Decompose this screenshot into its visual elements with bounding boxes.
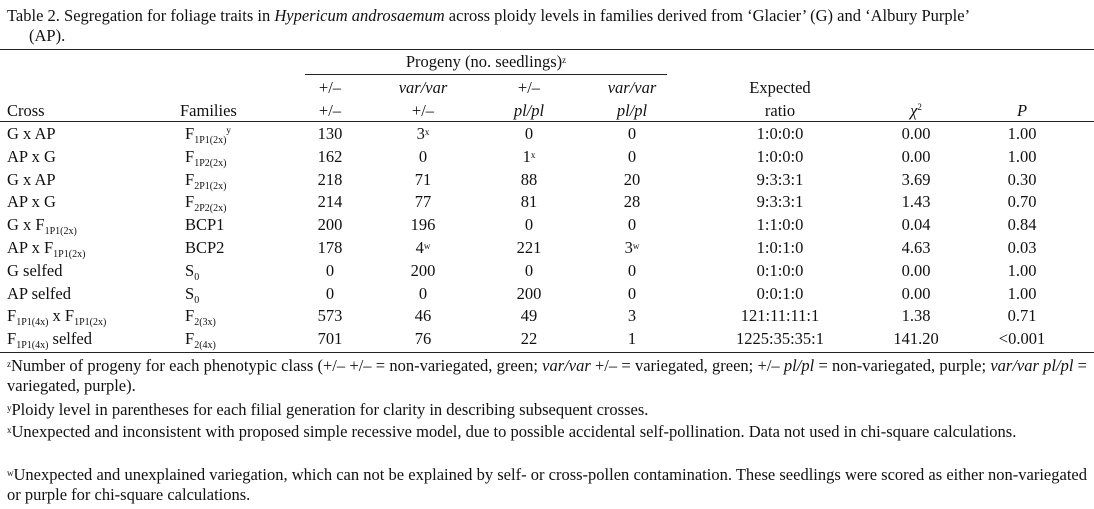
header-cross: Cross: [7, 101, 45, 120]
footnote-z-b: var/var: [542, 356, 591, 375]
cell-c4-mark: w: [632, 241, 640, 251]
cell-c1: [305, 329, 355, 349]
progeny-rule: [305, 74, 667, 75]
family-sub: 0: [194, 295, 200, 306]
header-chi-sup: 2: [917, 102, 922, 112]
cell-c3-value: 0: [524, 124, 534, 143]
cell-c3-value: 1: [522, 147, 531, 166]
cross-cell: [7, 329, 92, 349]
cell-p: [982, 192, 1062, 212]
cross-cell: [7, 238, 85, 258]
cell-ratio-value: 1225:35:35:1: [735, 329, 824, 348]
family-cell: [185, 329, 216, 349]
cell-c4: [592, 147, 672, 167]
cell-ratio: [715, 215, 845, 235]
header-col2-top-text: var/var: [398, 78, 448, 97]
header-p-text: P: [1016, 101, 1028, 120]
header-chi-symbol: χ: [910, 101, 918, 120]
caption-line2: (AP).: [29, 26, 66, 45]
cell-p-value: 0.30: [1007, 170, 1037, 189]
caption-prefix: Table 2. Segregation for foliage traits in: [7, 6, 275, 25]
cell-chi: [876, 306, 956, 326]
cell-c3: [494, 215, 564, 235]
cell-chi: [876, 170, 956, 190]
cell-c4-value: 1: [627, 329, 637, 348]
cell-c4-value: 3: [627, 306, 637, 325]
cell-c3: [494, 284, 564, 304]
cell-ratio: [715, 124, 845, 144]
cell-c2-value: 196: [410, 215, 436, 234]
cell-c1-value: 0: [325, 284, 335, 303]
cell-c4-value: 0: [627, 147, 637, 166]
footnote-z-c: +/– = variegated, green; +/–: [590, 356, 784, 375]
family-sub: 2P1(2x): [194, 181, 227, 192]
family-text: F: [185, 170, 195, 189]
cell-p-value: 0.84: [1007, 215, 1037, 234]
footnote-z-g: = variegated, purple).: [7, 356, 1087, 395]
footnote-z-mark: z: [7, 359, 11, 369]
cell-chi-value: 1.38: [901, 306, 931, 325]
footnote-z-d: pl/pl: [783, 356, 815, 375]
cell-c2: [383, 261, 463, 281]
cell-p-value: 1.00: [1007, 124, 1037, 143]
cell-ratio: [715, 192, 845, 212]
cell-p-value: 1.00: [1007, 284, 1037, 303]
cross-text: G selfed: [7, 261, 63, 280]
cross-prefix: F: [7, 306, 17, 325]
header-col4-bottom-text: pl/pl: [616, 101, 648, 120]
cell-chi: [876, 192, 956, 212]
cell-c2: [383, 147, 463, 167]
cell-c1: [305, 261, 355, 281]
family-text: S: [185, 261, 195, 280]
family-cell: [185, 124, 231, 144]
header-col2-top: [383, 78, 463, 98]
cell-c1: [305, 306, 355, 326]
footnote-x-mark: x: [7, 425, 12, 435]
header-families: Families: [180, 101, 237, 120]
cross-cell: [7, 147, 56, 167]
cell-c4-value: 28: [623, 192, 641, 211]
cell-c4-value: 3: [624, 238, 633, 257]
progeny-group-mark: z: [562, 55, 567, 65]
cell-ratio-value: 1:1:0:0: [756, 215, 804, 234]
family-cell: [185, 261, 199, 281]
cell-c1-value: 214: [317, 192, 343, 211]
cell-chi-value: 141.20: [893, 329, 939, 348]
family-text: S: [185, 284, 195, 303]
cell-c2: [383, 215, 463, 235]
cell-ratio-value: 1:0:1:0: [756, 238, 804, 257]
header-col4-top-text: var/var: [607, 78, 657, 97]
cell-c3: [494, 147, 564, 167]
family-cell: [185, 147, 226, 167]
cell-ratio: [715, 170, 845, 190]
cell-p-value: 1.00: [1007, 261, 1037, 280]
cell-chi-value: 0.00: [901, 147, 931, 166]
cell-ratio: [715, 284, 845, 304]
cell-ratio: [715, 329, 845, 349]
cell-c3: [494, 170, 564, 190]
cell-c3-value: 49: [520, 306, 538, 325]
cell-c3: [494, 306, 564, 326]
cell-ratio-value: 9:3:3:1: [756, 192, 804, 211]
cell-c4: [592, 238, 672, 258]
cell-c4: [592, 170, 672, 190]
cell-c1-value: 701: [317, 329, 343, 348]
header-expected-top: Expected: [749, 78, 811, 97]
cell-c4: [592, 306, 672, 326]
cell-c4: [592, 124, 672, 144]
header-col3-bottom-text: pl/pl: [513, 101, 545, 120]
cell-c4-value: 0: [627, 284, 637, 303]
family-text: F: [185, 306, 195, 325]
cell-c1: [305, 215, 355, 235]
cross-text: G x AP: [7, 170, 56, 189]
cell-ratio-value: 0:0:1:0: [756, 284, 804, 303]
cell-c2-value: 77: [414, 192, 432, 211]
cell-chi-value: 0.00: [901, 261, 931, 280]
cell-p: [982, 261, 1062, 281]
cell-c2-value: 0: [418, 284, 428, 303]
family-cell: [185, 215, 224, 235]
family-cell: [185, 284, 199, 304]
cross-text: AP x G: [7, 192, 56, 211]
cell-chi: [876, 215, 956, 235]
cell-p: [982, 147, 1062, 167]
cell-c3-value: 88: [520, 170, 538, 189]
cell-chi-value: 0.00: [901, 284, 931, 303]
cell-c1-value: 162: [317, 147, 343, 166]
cross-sub: 1P1(2x): [74, 317, 107, 328]
cell-c1-value: 200: [317, 215, 343, 234]
cell-p: [982, 215, 1062, 235]
family-cell: [185, 170, 226, 190]
cell-ratio-value: 1:0:0:0: [756, 147, 804, 166]
header-col4-top: [592, 78, 672, 98]
cell-ratio: [715, 261, 845, 281]
footnote-z-a: Number of progeny for each phenotypic class (+/– +/– = non-variegated, green;: [11, 356, 543, 375]
cell-c4: [592, 215, 672, 235]
cell-p-value: 0.03: [1007, 238, 1037, 257]
cell-c2-mark: x: [424, 127, 430, 137]
header-col3-bottom: [494, 101, 564, 121]
cell-c2: [383, 238, 463, 258]
cell-c1-value: 218: [317, 170, 343, 189]
header-col2-bottom: +/–: [411, 101, 435, 120]
cell-c4: [592, 329, 672, 349]
cell-c2-value: 0: [418, 147, 428, 166]
cell-p-value: 0.70: [1007, 192, 1037, 211]
cell-c2-value: 200: [410, 261, 436, 280]
cell-c3-value: 0: [524, 215, 534, 234]
cell-ratio: [715, 147, 845, 167]
cell-c1: [305, 284, 355, 304]
cross-cell: [7, 284, 71, 304]
family-sub: 2P2(2x): [194, 203, 227, 214]
footnote-w-mark: w: [7, 468, 14, 478]
top-rule: [0, 49, 1094, 50]
cell-c1: [305, 147, 355, 167]
family-text: BCP2: [185, 238, 225, 257]
table-caption: [7, 6, 1089, 46]
cell-c2-value: 46: [414, 306, 432, 325]
cell-ratio-value: 9:3:3:1: [756, 170, 804, 189]
cell-chi-value: 1.43: [901, 192, 931, 211]
family-cell: [185, 238, 224, 258]
cell-chi: [876, 329, 956, 349]
cell-c3: [494, 329, 564, 349]
cell-c1: [305, 124, 355, 144]
progeny-group-label: Progeny (no. seedlings): [405, 52, 563, 71]
cell-p: [982, 170, 1062, 190]
cell-chi: [876, 124, 956, 144]
cell-c3: [494, 124, 564, 144]
family-cell: [185, 306, 216, 326]
family-cell: [185, 192, 226, 212]
cross-cell: [7, 124, 56, 144]
cell-chi: [876, 261, 956, 281]
cross-text: G x F: [7, 215, 45, 234]
cell-p-value: 0.71: [1007, 306, 1037, 325]
header-chi-square: [876, 101, 956, 121]
cell-p: [982, 124, 1062, 144]
family-sub: 2(4x): [194, 340, 216, 351]
caption-species: Hypericum androsaemum: [274, 6, 445, 25]
header-p: [982, 101, 1062, 121]
footnote-z-f: var/var pl/pl: [990, 356, 1074, 375]
caption-suffix: across ploidy levels in families derived from ‘Glacier’ (G) and ‘Albury Purple’: [444, 6, 971, 25]
cell-c1-value: 573: [317, 306, 343, 325]
cell-c1: [305, 170, 355, 190]
header-col1-bottom: +/–: [318, 101, 342, 120]
cell-chi-value: 0.04: [901, 215, 931, 234]
cell-chi: [876, 238, 956, 258]
cell-p: [982, 284, 1062, 304]
cell-chi: [876, 147, 956, 167]
cross-text: x F: [48, 306, 75, 325]
footnote-y: [7, 400, 1087, 420]
cell-p-value: 1.00: [1007, 147, 1037, 166]
cell-c4: [592, 192, 672, 212]
cell-c1: [305, 192, 355, 212]
cell-c2: [383, 192, 463, 212]
cross-text: AP x F: [7, 238, 54, 257]
cell-c2-value: 3: [416, 124, 425, 143]
footnote-z-e: = non-variegated, purple;: [814, 356, 991, 375]
cell-c3-value: 221: [516, 238, 542, 257]
header-col1-top: +/–: [318, 78, 342, 97]
family-sub: 1P2(2x): [194, 158, 227, 169]
cross-text: AP selfed: [7, 284, 72, 303]
footnote-y-mark: y: [7, 403, 12, 413]
cross-cell: [7, 215, 77, 235]
family-text: F: [185, 192, 195, 211]
header-col4-bottom: [592, 101, 672, 121]
footnote-z: [7, 356, 1087, 396]
cell-c4: [592, 284, 672, 304]
cell-c3-value: 22: [520, 329, 538, 348]
cell-c1: [305, 238, 355, 258]
cell-c3: [494, 238, 564, 258]
cell-c3: [494, 192, 564, 212]
cross-cell: [7, 192, 56, 212]
cell-chi: [876, 284, 956, 304]
cross-sub: 1P1(2x): [44, 226, 77, 237]
cell-c3: [494, 261, 564, 281]
cell-p: [982, 306, 1062, 326]
cross-text: G x AP: [7, 124, 56, 143]
cell-c2: [383, 284, 463, 304]
cross-prefix: F: [7, 329, 17, 348]
cell-ratio-value: 1:0:0:0: [756, 124, 804, 143]
cell-p: [982, 238, 1062, 258]
cell-c3-mark: x: [530, 150, 536, 160]
cell-c1-value: 178: [317, 238, 343, 257]
family-sub: 2(3x): [194, 317, 216, 328]
footnote-x-text: Unexpected and inconsistent with proposed simple recessive model, due to possible accidental self-pollination. Data not used in chi-square calculations.: [11, 422, 1017, 441]
cross-sub: 1P1(2x): [53, 249, 86, 260]
cell-c4-value: 0: [627, 261, 637, 280]
cell-p: [982, 329, 1062, 349]
cell-c4-value: 20: [623, 170, 641, 189]
header-expected-bottom: ratio: [764, 101, 796, 120]
cell-p-value: <0.001: [998, 329, 1046, 348]
cross-text: AP x G: [7, 147, 56, 166]
footnote-w: [7, 465, 1087, 505]
cell-ratio: [715, 238, 845, 258]
cell-ratio-value: 0:1:0:0: [756, 261, 804, 280]
cell-ratio: [715, 306, 845, 326]
header-col3-top: +/–: [517, 78, 541, 97]
cross-prefix-sub: 1P1(4x): [16, 317, 49, 328]
cell-c4-value: 0: [627, 124, 637, 143]
family-text: BCP1: [185, 215, 225, 234]
family-text: F: [185, 147, 195, 166]
cell-c1-value: 130: [317, 124, 343, 143]
family-sub: 1P1(2x): [194, 135, 227, 146]
footnote-x: [7, 422, 1087, 442]
bottom-rule: [0, 352, 1094, 353]
cell-c3-value: 81: [520, 192, 538, 211]
family-sup: y: [226, 125, 231, 135]
cell-c2: [383, 306, 463, 326]
cell-chi-value: 3.69: [901, 170, 931, 189]
cell-c4-value: 0: [627, 215, 637, 234]
cell-c3-value: 0: [524, 261, 534, 280]
cross-cell: [7, 170, 56, 190]
cell-c2-value: 4: [415, 238, 424, 257]
cross-cell: [7, 306, 106, 326]
footnote-w-text: Unexpected and unexplained variegation, which can not be explained by self- or cross-pollen contamination. These seedlings were scored as either non-variegated or purple for chi-square calculations.: [7, 465, 1087, 504]
family-text: F: [185, 124, 195, 143]
cross-cell: [7, 261, 62, 281]
cell-c2-value: 76: [414, 329, 432, 348]
cell-c1-value: 0: [325, 261, 335, 280]
cell-c3-value: 200: [516, 284, 542, 303]
cross-text: selfed: [48, 329, 92, 348]
footnote-y-text: Ploidy level in parentheses for each filial generation for clarity in describing subsequent crosses.: [11, 400, 649, 419]
header-rule: [0, 121, 1094, 122]
cell-chi-value: 4.63: [901, 238, 931, 257]
progeny-group-header: [305, 52, 667, 72]
cell-c4: [592, 261, 672, 281]
family-sub: 0: [194, 272, 200, 283]
cell-c2: [383, 124, 463, 144]
cell-c2-mark: w: [423, 241, 431, 251]
family-text: F: [185, 329, 195, 348]
cell-c2-value: 71: [414, 170, 432, 189]
cell-chi-value: 0.00: [901, 124, 931, 143]
cross-prefix-sub: 1P1(4x): [16, 340, 49, 351]
cell-c2: [383, 170, 463, 190]
cell-ratio-value: 121:11:11:1: [740, 306, 820, 325]
cell-c2: [383, 329, 463, 349]
